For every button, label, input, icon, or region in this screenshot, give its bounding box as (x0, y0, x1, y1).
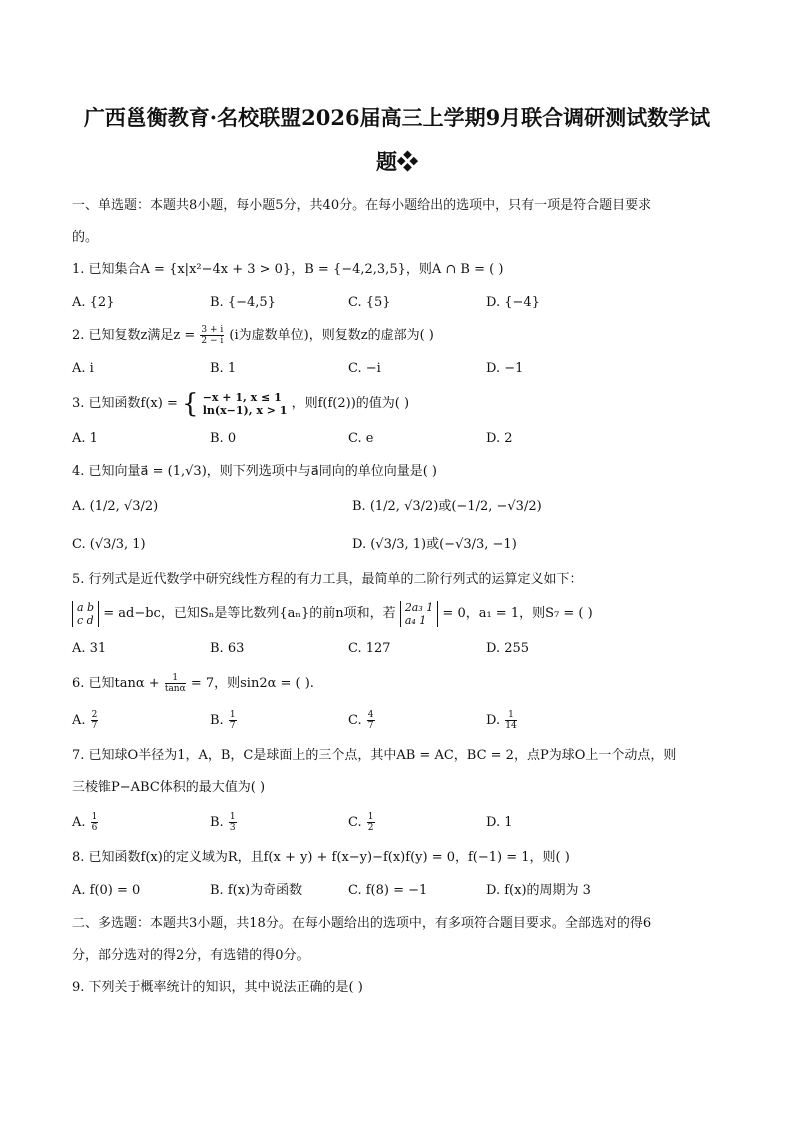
question-5-options (72, 632, 722, 666)
q2-option-b: B. 1 (210, 361, 237, 376)
determinant-condition: 2a₃ 1 a₄ 1 (400, 601, 438, 627)
question-3: 3. 已知函数f(x) = { −x + 1, x ≤ 1 ln(x−1), x > 1 ，则f(f(2))的值为( ) (72, 388, 410, 419)
question-6-options (72, 702, 722, 740)
question-7-line-1: 7. 已知球O半径为1，A，B，C是球面上的三个点，其中AB = AC，BC = 2，点P为球O上一个动点，则 (72, 748, 677, 763)
q8-option-a: A. f(0) = 0 (72, 883, 141, 898)
q6-fraction: $\frac{1}{\tan\alpha}$ (164, 673, 186, 694)
q7-option-a: A. $\frac{1}{6}$ (72, 812, 98, 833)
question-8-options (72, 874, 722, 908)
q1-option-a: A. {2} (72, 295, 115, 310)
q2-option-a: A. i (72, 361, 94, 376)
q3-option-c: C. e (348, 431, 374, 446)
q5-option-b: B. 63 (210, 641, 245, 656)
question-8: 8. 已知函数f(x)的定义域为R，且f(x + y) + f(x−y)−f(x)f(y) = 0，f(−1) = 1，则( ) (72, 850, 570, 865)
q1-option-c: C. {5} (348, 295, 391, 310)
piecewise-brace: { (182, 388, 199, 419)
exam-page (72, 96, 722, 1004)
question-4: 4. 已知向量a⃗ = (1,√3)，则下列选项中与a⃗同向的单位向量是( ) (72, 464, 438, 479)
question-6: 6. 已知tanα + $\frac{1}{\tan\alpha}$ = 7，则sin2α = ( ). (72, 673, 314, 694)
q8-option-b: B. f(x)为奇函数 (210, 883, 303, 898)
q7-option-b: B. $\frac{1}{3}$ (210, 812, 236, 833)
question-5-line-1: 5. 行列式是近代数学中研究线性方程的有力工具，最简单的二阶行列式的运算定义如下： (72, 572, 583, 587)
title-line-1: 广西邕衡教育·名校联盟2026届高三上学期9月联合调研测试数学试 (83, 105, 711, 130)
q5-option-c: C. 127 (348, 641, 391, 656)
question-4-options-row-1 (72, 488, 722, 526)
q8-option-d: D. f(x)的周期为 3 (486, 883, 591, 898)
question-5-line-2: a b c d = ad−bc，已知Sₙ是等比数列{aₙ}的前n项和，若 2a₃ 1 a₄ 1 = 0，a₁ = 1，则S₇ = ( ) (72, 596, 722, 632)
q3-option-b: B. 0 (210, 431, 237, 446)
q7-option-d: D. 1 (486, 815, 513, 830)
question-2: 2. 已知复数z满足z = $\frac{3 + i}{2 - i}$ (i为虚数单位)，则复数z的虚部为( ) (72, 325, 434, 346)
section-1-heading: 一、单选题：本题共8小题，每小题5分，共40分。在每小题给出的选项中，只有一项是符合题目要求 的。 (72, 198, 652, 245)
q1-option-d: D. {−4} (486, 295, 540, 310)
q6-option-c: C. $\frac{4}{7}$ (348, 710, 374, 731)
q8-option-c: C. f(8) = −1 (348, 883, 428, 898)
q6-option-d: D. $\frac{1}{14}$ (486, 710, 517, 731)
q4-option-c: C. (√3/3, 1) (72, 537, 146, 552)
q2-fraction: $\frac{3 + i}{2 - i}$ (201, 325, 224, 346)
question-2-options (72, 352, 722, 386)
exam-title (72, 96, 722, 184)
q2-option-d: D. −1 (486, 361, 524, 376)
q7-option-c: C. $\frac{1}{2}$ (348, 812, 374, 833)
q5-option-d: D. 255 (486, 641, 530, 656)
q1-option-b: B. {−4,5} (210, 295, 276, 310)
question-4-options-row-2 (72, 526, 722, 564)
question-7-options (72, 804, 722, 842)
q3-piecewise-cases: −x + 1, x ≤ 1 ln(x−1), x > 1 (202, 390, 288, 417)
section-2-heading: 二、多选题：本题共3小题，共18分。在每小题给出的选项中，有多项符合题目要求。全部选对的得6 分，部分选对的得2分，有选错的得0分。 (72, 916, 652, 963)
question-9: 9. 下列关于概率统计的知识，其中说法正确的是( ) (72, 980, 363, 995)
q5-option-a: A. 31 (72, 641, 107, 656)
q3-option-d: D. 2 (486, 431, 513, 446)
q4-option-b: B. (1/2, √3/2)或(−1/2, −√3/2) (352, 499, 542, 514)
question-3-options (72, 422, 722, 456)
q3-option-a: A. 1 (72, 431, 98, 446)
q4-option-a: A. (1/2, √3/2) (72, 499, 159, 514)
q2-option-c: C. −i (348, 361, 381, 376)
q6-option-b: B. $\frac{1}{7}$ (210, 710, 236, 731)
title-line-2: 题❖ (376, 149, 418, 174)
q4-option-d: D. (√3/3, 1)或(−√3/3, −1) (352, 537, 517, 552)
question-1-options (72, 286, 722, 320)
question-7-line-2: 三棱锥P−ABC体积的最大值为( ) (72, 780, 266, 795)
determinant-definition: a b c d (72, 601, 99, 627)
q6-option-a: A. $\frac{2}{7}$ (72, 710, 98, 731)
question-1: 1. 已知集合A = {x|x²−4x + 3 > 0}，B = {−4,2,3,5}，则A ∩ B = ( ) (72, 262, 504, 277)
